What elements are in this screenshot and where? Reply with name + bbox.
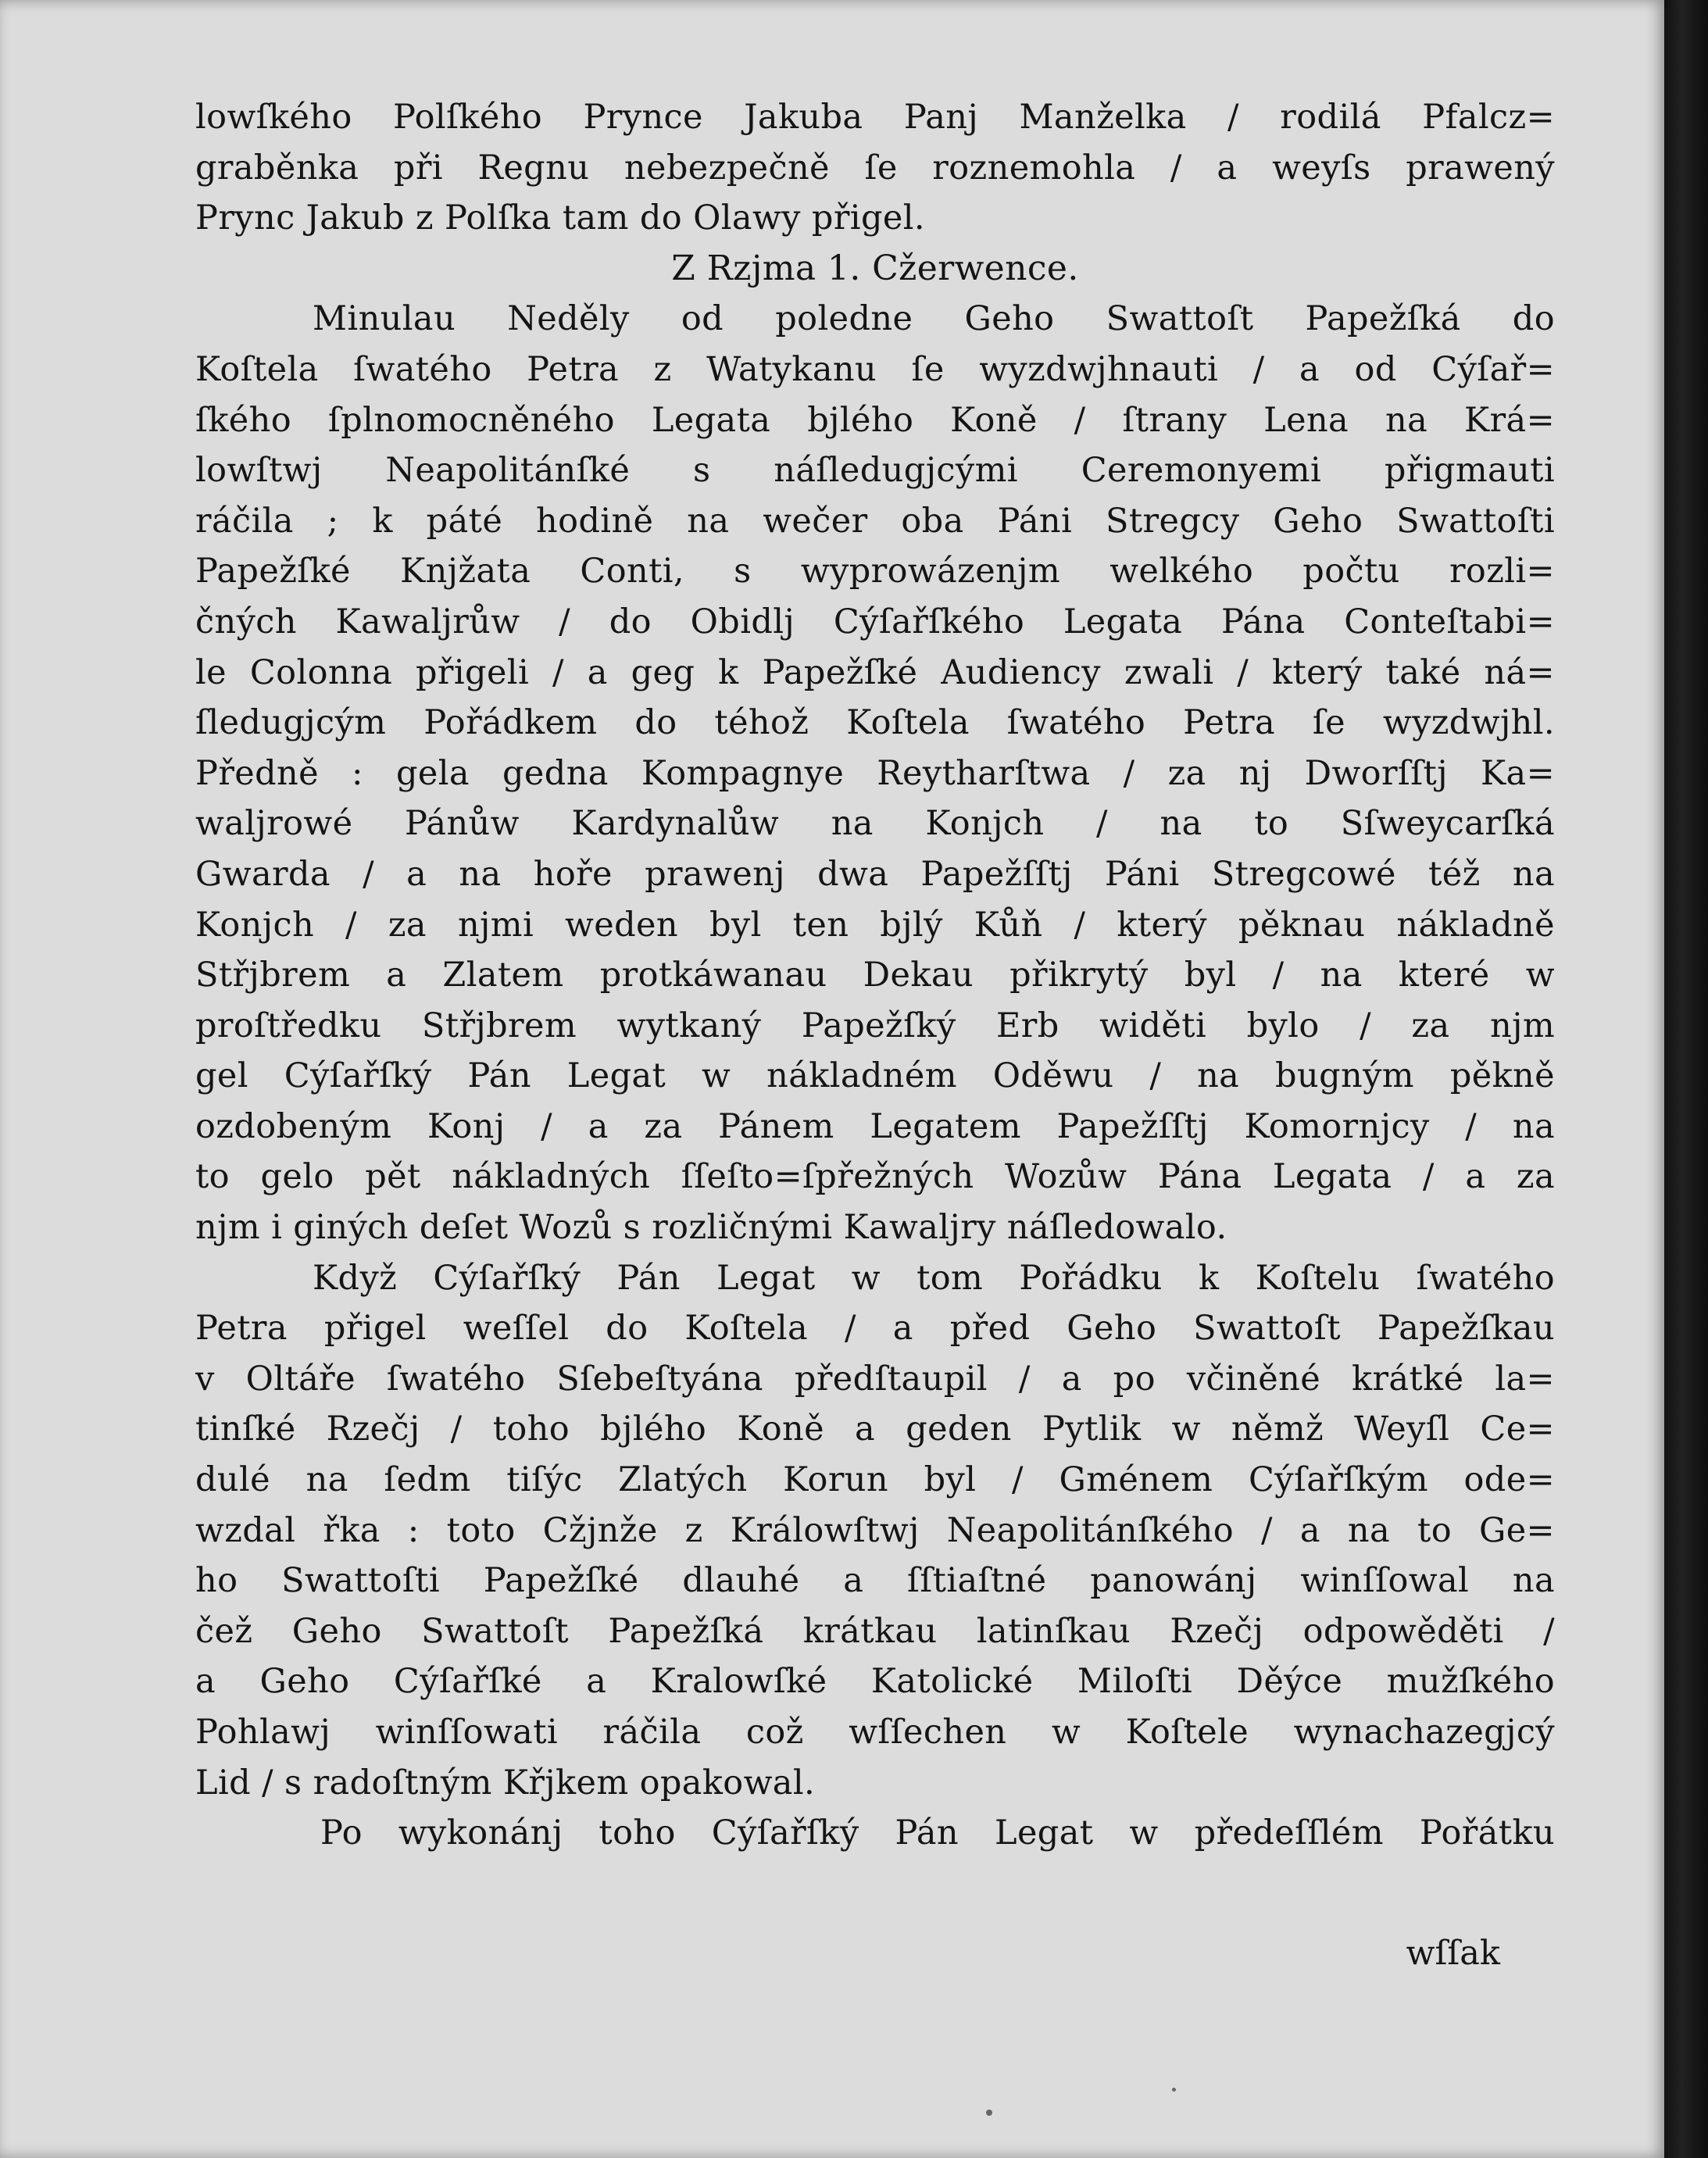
- text-line: waljrowé Pánůw Kardynalůw na Konjch / na to Sſweycarſká: [195, 804, 1555, 844]
- text-line: Minulau Neděly od poledne Geho Swattoſt Papežſká do: [313, 299, 1555, 339]
- catchword: wſſak: [1406, 1934, 1500, 1973]
- text-line: proſtředku Střjbrem wytkaný Papežſký Erb widěti bylo / za njm: [195, 1006, 1555, 1045]
- text-line: ſkého ſplnomocněného Legata bjlého Koně / ſtrany Lena na Krá=: [195, 400, 1555, 440]
- page-edge-shadow: [1664, 0, 1708, 2158]
- text-line: gel Cýſařſký Pán Legat w nákladném Oděwu / na bugným pěkně: [195, 1056, 1555, 1096]
- section-heading: Z Rzjma 1. Cžerwence.: [671, 248, 1079, 288]
- text-line: tinſké Rzečj / toho bjlého Koně a geden Pytlik w němž Weyſl Ce=: [195, 1409, 1555, 1449]
- text-line: Po wykonánj toho Cýſařſký Pán Legat w předeſſlém Pořátku: [320, 1813, 1555, 1853]
- text-line: ho Swattoſti Papežſké dlauhé a ſſtiaſtné panowánj winſſowal na: [195, 1561, 1555, 1601]
- text-line: graběnka při Regnu nebezpečně ſe roznemohla / a weyſs prawený: [195, 148, 1555, 188]
- text-line: čež Geho Swattoſt Papežſká krátkau latinſkau Rzečj odpowěděti /: [195, 1611, 1555, 1651]
- body-text: [195, 92, 1555, 1859]
- text-line: wzdal řka : toto Cžjnže z Králowſtwj Neapolitánſkého / a na to Ge=: [195, 1510, 1555, 1550]
- text-line: Papežſké Knjžata Conti, s wyprowázenjm welkého počtu rozli=: [195, 552, 1555, 591]
- text-line: ráčila ; k páté hodině na wečer oba Páni Stregcy Geho Swattoſti: [195, 501, 1555, 541]
- text-line: lowſkého Polſkého Prynce Jakuba Panj Manželka / rodilá Pfalcz=: [195, 98, 1555, 137]
- text-line: v Oltáře ſwatého Sſebeſtyána předſtaupil / a po včiněné krátké la=: [195, 1359, 1555, 1399]
- scan-speck: [1172, 2088, 1176, 2092]
- text-line: ozdobeným Konj / a za Pánem Legatem Papežſſtj Komornjcy / na: [195, 1106, 1555, 1146]
- text-line: lowſtwj Neapolitánſké s náſledugjcými Ceremonyemi přigmauti: [195, 451, 1555, 491]
- text-line: Předně : gela gedna Kompagnye Reytharſtwa / za nj Dworſſtj Ka=: [195, 753, 1555, 793]
- scan-speck: [986, 2110, 992, 2116]
- text-line: Střjbrem a Zlatem protkáwanau Dekau přikrytý byl / na které w: [195, 956, 1555, 995]
- text-line: Koſtela ſwatého Petra z Watykanu ſe wyzdwjhnauti / a od Cýſař=: [195, 349, 1555, 389]
- text-line: dulé na ſedm tiſýc Zlatých Korun byl / Gménem Cýſařſkým ode=: [195, 1460, 1555, 1500]
- text-line: Pohlawj winſſowati ráčila což wſſechen w Koſtele wynachazegjcý: [195, 1713, 1555, 1752]
- text-line: Lid / s radoſtným Křjkem opakowal.: [195, 1763, 816, 1803]
- text-line: Když Cýſařſký Pán Legat w tom Pořádku k Koſtelu ſwatého: [313, 1258, 1555, 1298]
- text-line: ſledugjcým Pořádkem do téhož Koſtela ſwatého Petra ſe wyzdwjhl.: [195, 703, 1555, 743]
- text-line: Petra přigel weſſel do Koſtela / a před Geho Swattoſt Papežſkau: [195, 1309, 1555, 1349]
- text-line: Prync Jakub z Polſka tam do Olawy přigel.: [195, 198, 925, 238]
- text-line: Konjch / za njmi weden byl ten bjlý Kůň / který pěknau nákladně: [195, 905, 1555, 945]
- text-line: a Geho Cýſařſké a Kralowſké Katolické Miloſti Děýce mužſkého: [195, 1662, 1555, 1702]
- text-line: čných Kawaljrůw / do Obidlj Cýſařſkého Legata Pána Conteſtabi=: [195, 602, 1555, 641]
- text-line: Gwarda / a na hoře prawenj dwa Papežſſtj Páni Stregcowé též na: [195, 854, 1555, 894]
- text-line: le Colonna přigeli / a geg k Papežſké Audiency zwali / který také ná=: [195, 652, 1555, 692]
- text-line: njm i giných deſet Wozů s rozličnými Kawaljry náſledowalo.: [195, 1208, 1227, 1248]
- text-line: to gelo pět nákladných ſſeſto=ſpřežných Wozůw Pána Legata / a za: [195, 1157, 1555, 1197]
